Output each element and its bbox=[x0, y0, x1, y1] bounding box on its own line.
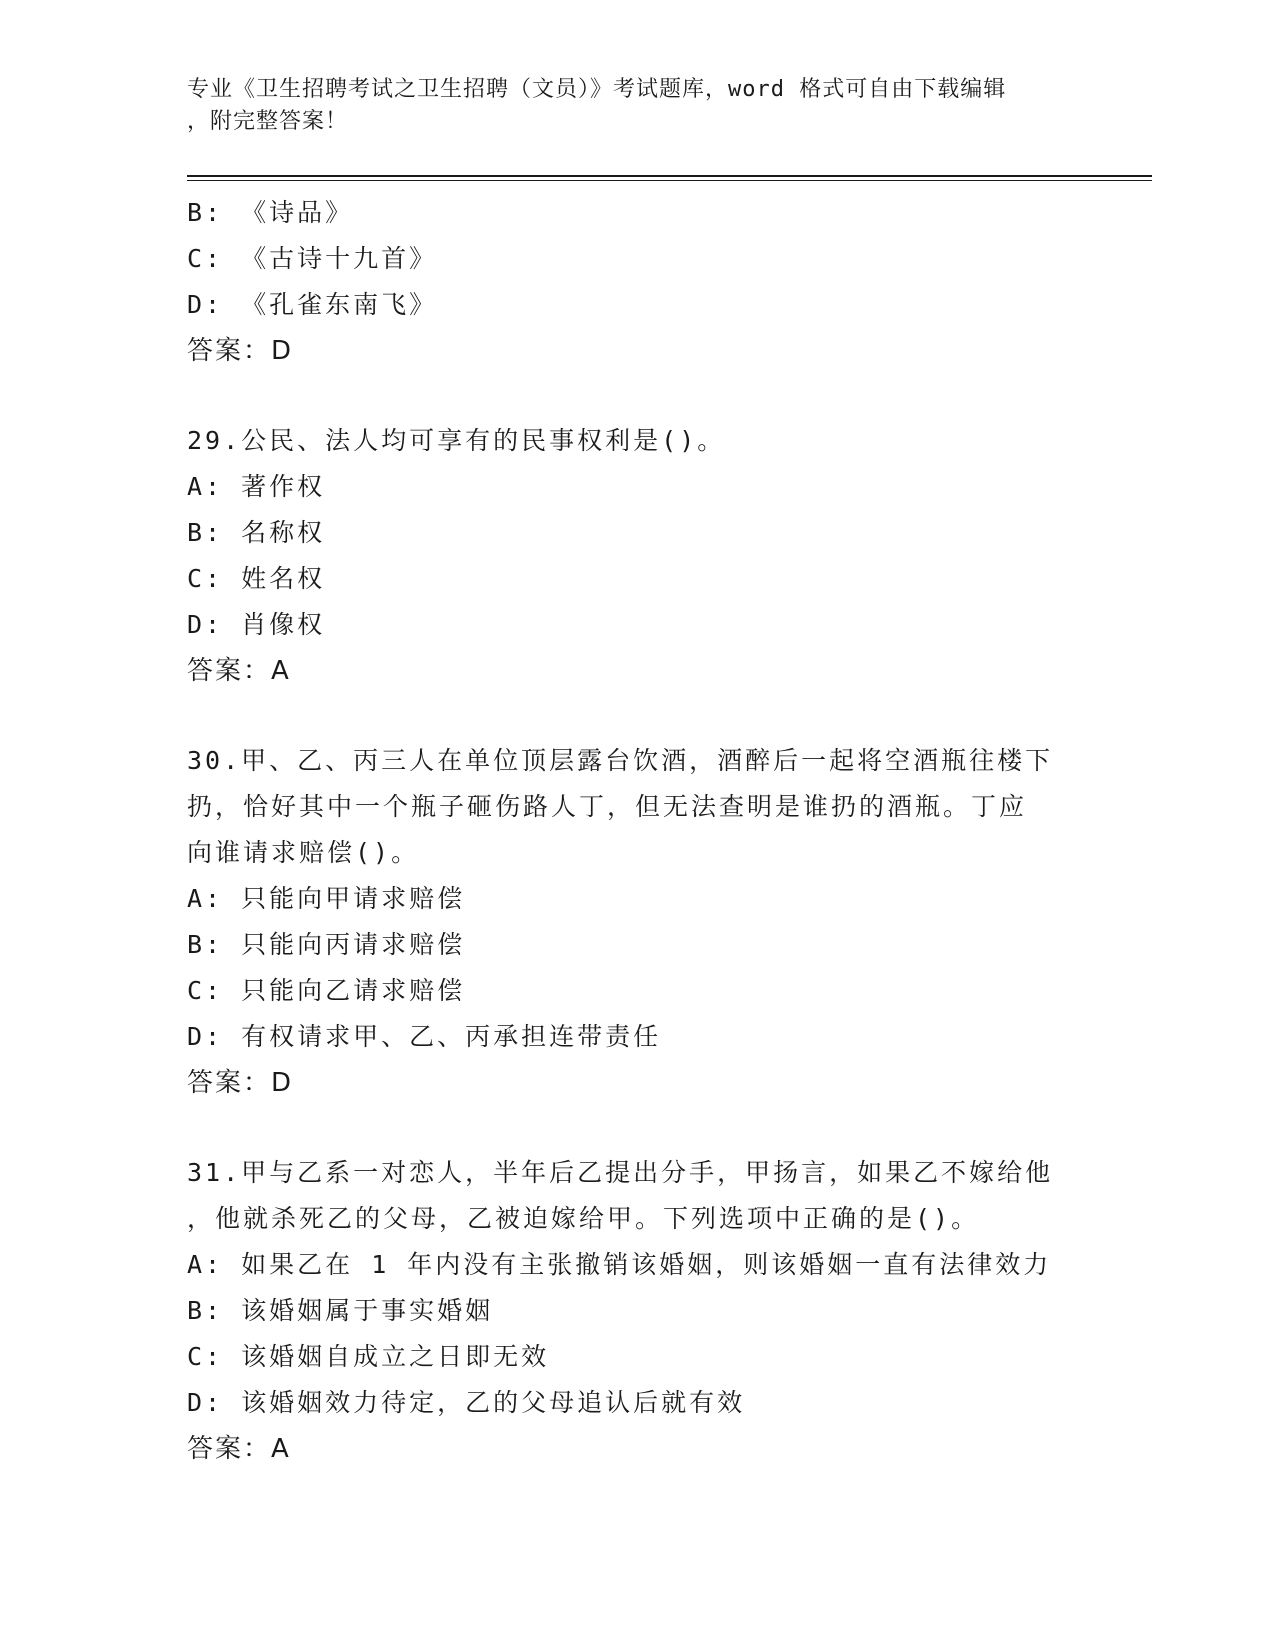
question-stem: 29.公民、法人均可享有的民事权利是()。 bbox=[187, 426, 726, 455]
question-28-tail bbox=[187, 190, 1087, 374]
option-b: B: 该婚姻属于事实婚姻 bbox=[187, 1296, 494, 1325]
option-a: A: 著作权 bbox=[187, 472, 326, 501]
document-header bbox=[187, 74, 1087, 138]
answer: 答案：A bbox=[187, 656, 291, 686]
question-stem-line-1: 30.甲、乙、丙三人在单位顶层露台饮酒，酒醉后一起将空酒瓶往楼下 bbox=[187, 746, 1054, 775]
question-stem-line-1: 31.甲与乙系一对恋人，半年后乙提出分手，甲扬言，如果乙不嫁给他 bbox=[187, 1158, 1054, 1187]
header-divider-thin bbox=[187, 180, 1152, 181]
header-line-2: ，附完整答案！ bbox=[187, 109, 349, 134]
option-d: D: 有权请求甲、乙、丙承担连带责任 bbox=[187, 1022, 662, 1051]
question-stem-line-2: ，他就杀死乙的父母，乙被迫嫁给甲。下列选项中正确的是()。 bbox=[187, 1204, 980, 1233]
option-d: D: 该婚姻效力待定，乙的父母追认后就有效 bbox=[187, 1388, 746, 1417]
option-a: A: 如果乙在 1 年内没有主张撤销该婚姻，则该婚姻一直有法律效力 bbox=[187, 1250, 1052, 1279]
question-29 bbox=[187, 418, 1087, 694]
header-line-1: 专业《卫生招聘考试之卫生招聘（文员）》考试题库，word 格式可自由下载编辑 bbox=[187, 77, 1007, 102]
answer: 答案：A bbox=[187, 1434, 291, 1464]
option-c: C: 姓名权 bbox=[187, 564, 326, 593]
option-b: B: 名称权 bbox=[187, 518, 326, 547]
option-b: B: 《诗品》 bbox=[187, 198, 354, 227]
option-d: D: 《孔雀东南飞》 bbox=[187, 290, 438, 319]
option-c: C: 《古诗十九首》 bbox=[187, 244, 438, 273]
answer: 答案：D bbox=[187, 336, 294, 366]
document-body bbox=[187, 190, 1087, 1472]
question-stem-line-3: 向谁请求赔偿()。 bbox=[187, 838, 420, 867]
header-divider-thick bbox=[187, 175, 1152, 177]
option-a: A: 只能向甲请求赔偿 bbox=[187, 884, 466, 913]
answer: 答案：D bbox=[187, 1068, 294, 1098]
question-stem-line-2: 扔，恰好其中一个瓶子砸伤路人丁，但无法查明是谁扔的酒瓶。丁应 bbox=[187, 792, 1028, 821]
question-31 bbox=[187, 1150, 1087, 1472]
option-c: C: 该婚姻自成立之日即无效 bbox=[187, 1342, 550, 1371]
option-c: C: 只能向乙请求赔偿 bbox=[187, 976, 466, 1005]
option-d: D: 肖像权 bbox=[187, 610, 326, 639]
question-30 bbox=[187, 738, 1087, 1106]
option-b: B: 只能向丙请求赔偿 bbox=[187, 930, 466, 959]
